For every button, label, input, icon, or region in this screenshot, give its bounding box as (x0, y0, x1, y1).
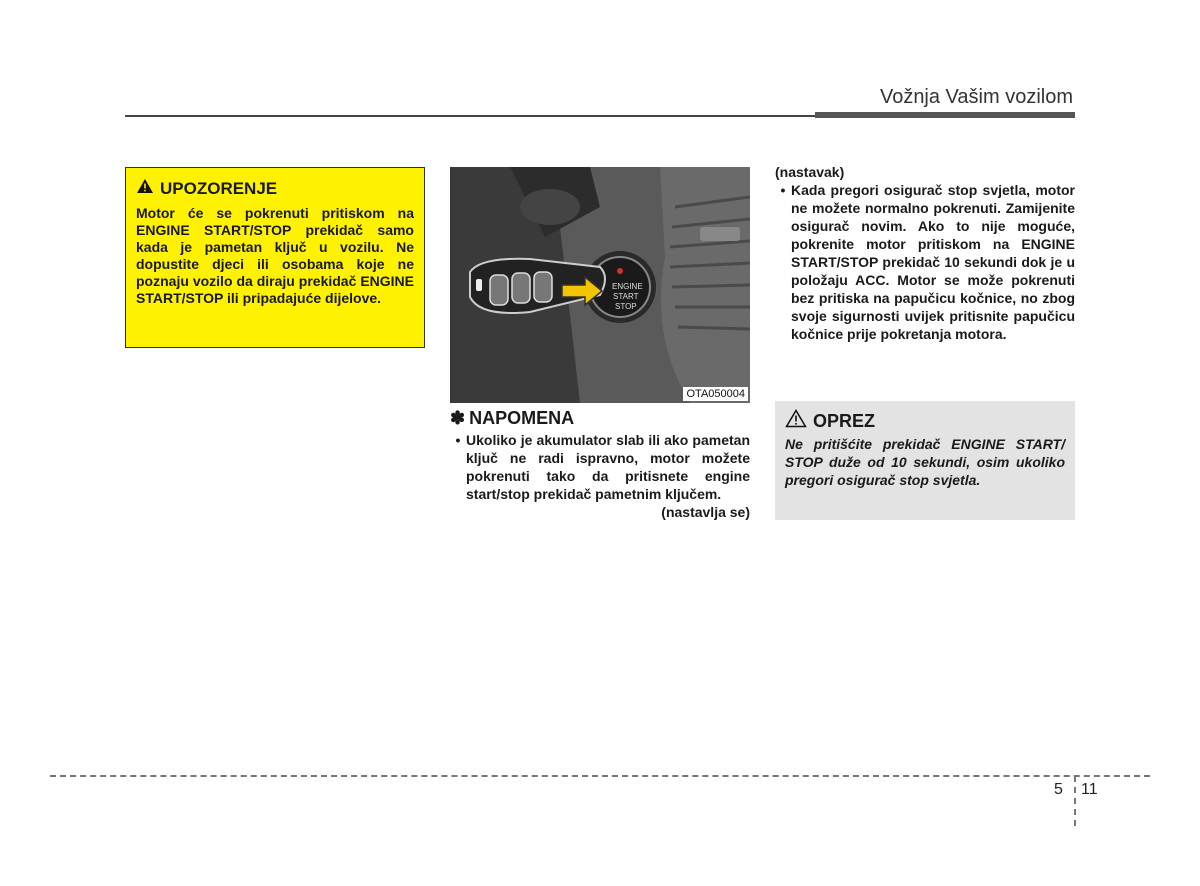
header-rule-accent (815, 112, 1075, 118)
continued-label: (nastavlja se) (661, 504, 750, 520)
bullet-icon: • (455, 432, 461, 448)
warning-text: Motor će se pokrenuti pritiskom na ENGINE START/STOP prekidač samo kada je pametan ključ u vozilu. Ne dopustite djeci ili osobama koje ne poznaju vozilo da diraju prekidač ENGINE START/STOP ili pripadajuće dijelove. (136, 205, 414, 306)
start-button-photo (450, 167, 750, 403)
note-bullet-text: Ukoliko je akumulator slab ili ako pametan ključ ne radi ispravno, motor možete pokrenuti tako da pritisnete engine start/stop prekidač pametnim ključem. (466, 432, 750, 502)
warning-icon (136, 178, 154, 199)
continuation-column (775, 163, 1075, 343)
continuation-bullet-text: Kada pregori osigurač stop svjetla, motor ne možete normalno pokrenuti. Zamijenite osigurač novim. Ako to nije moguće, pokrenite motor pritiskom na ENGINE START/STOP prekidač 10 sekundi dok je u položaju ACC. Motor se može pokrenuti bez pritiska na papučicu kočnice, no zbog svoje sigurnosti uvijek pritisnite papučicu kočnice prije pokretanja motora. (791, 182, 1075, 342)
asterisk-icon: ✽ (450, 408, 466, 428)
figure-caption: OTA050004 (683, 387, 748, 401)
caution-heading (785, 409, 1065, 433)
footer-divider (1074, 776, 1076, 826)
warning-heading (136, 178, 414, 199)
footer-rule (50, 775, 1150, 777)
caution-title: OPREZ (813, 410, 876, 431)
button-label-engine: ENGINE (612, 282, 643, 291)
bullet-icon: • (780, 182, 786, 198)
caution-icon (785, 409, 807, 433)
note-bullet (450, 431, 750, 503)
warning-title: UPOZORENJE (160, 178, 278, 198)
caution-text: Ne pritišćite prekidač ENGINE START/ STOP duže od 10 sekundi, osim ukoliko pregori osigurač stop svjetla. (785, 436, 1065, 488)
chapter-number: 5 (1054, 781, 1063, 798)
caution-box (775, 401, 1075, 520)
warning-box (125, 167, 425, 348)
continuation-bullet (775, 181, 1075, 343)
page-number: 11 (1081, 781, 1098, 798)
header-rule (125, 115, 815, 117)
note-title: NAPOMENA (469, 408, 575, 428)
note-heading (450, 408, 750, 429)
start-button-illustration (450, 167, 750, 403)
continued-from-label: (nastavak) (775, 164, 845, 180)
note-section (450, 408, 750, 521)
button-label-start: START (613, 292, 639, 301)
button-label-stop: STOP (615, 302, 637, 311)
page-header-title: Vožnja Vašim vozilom (879, 86, 1073, 108)
